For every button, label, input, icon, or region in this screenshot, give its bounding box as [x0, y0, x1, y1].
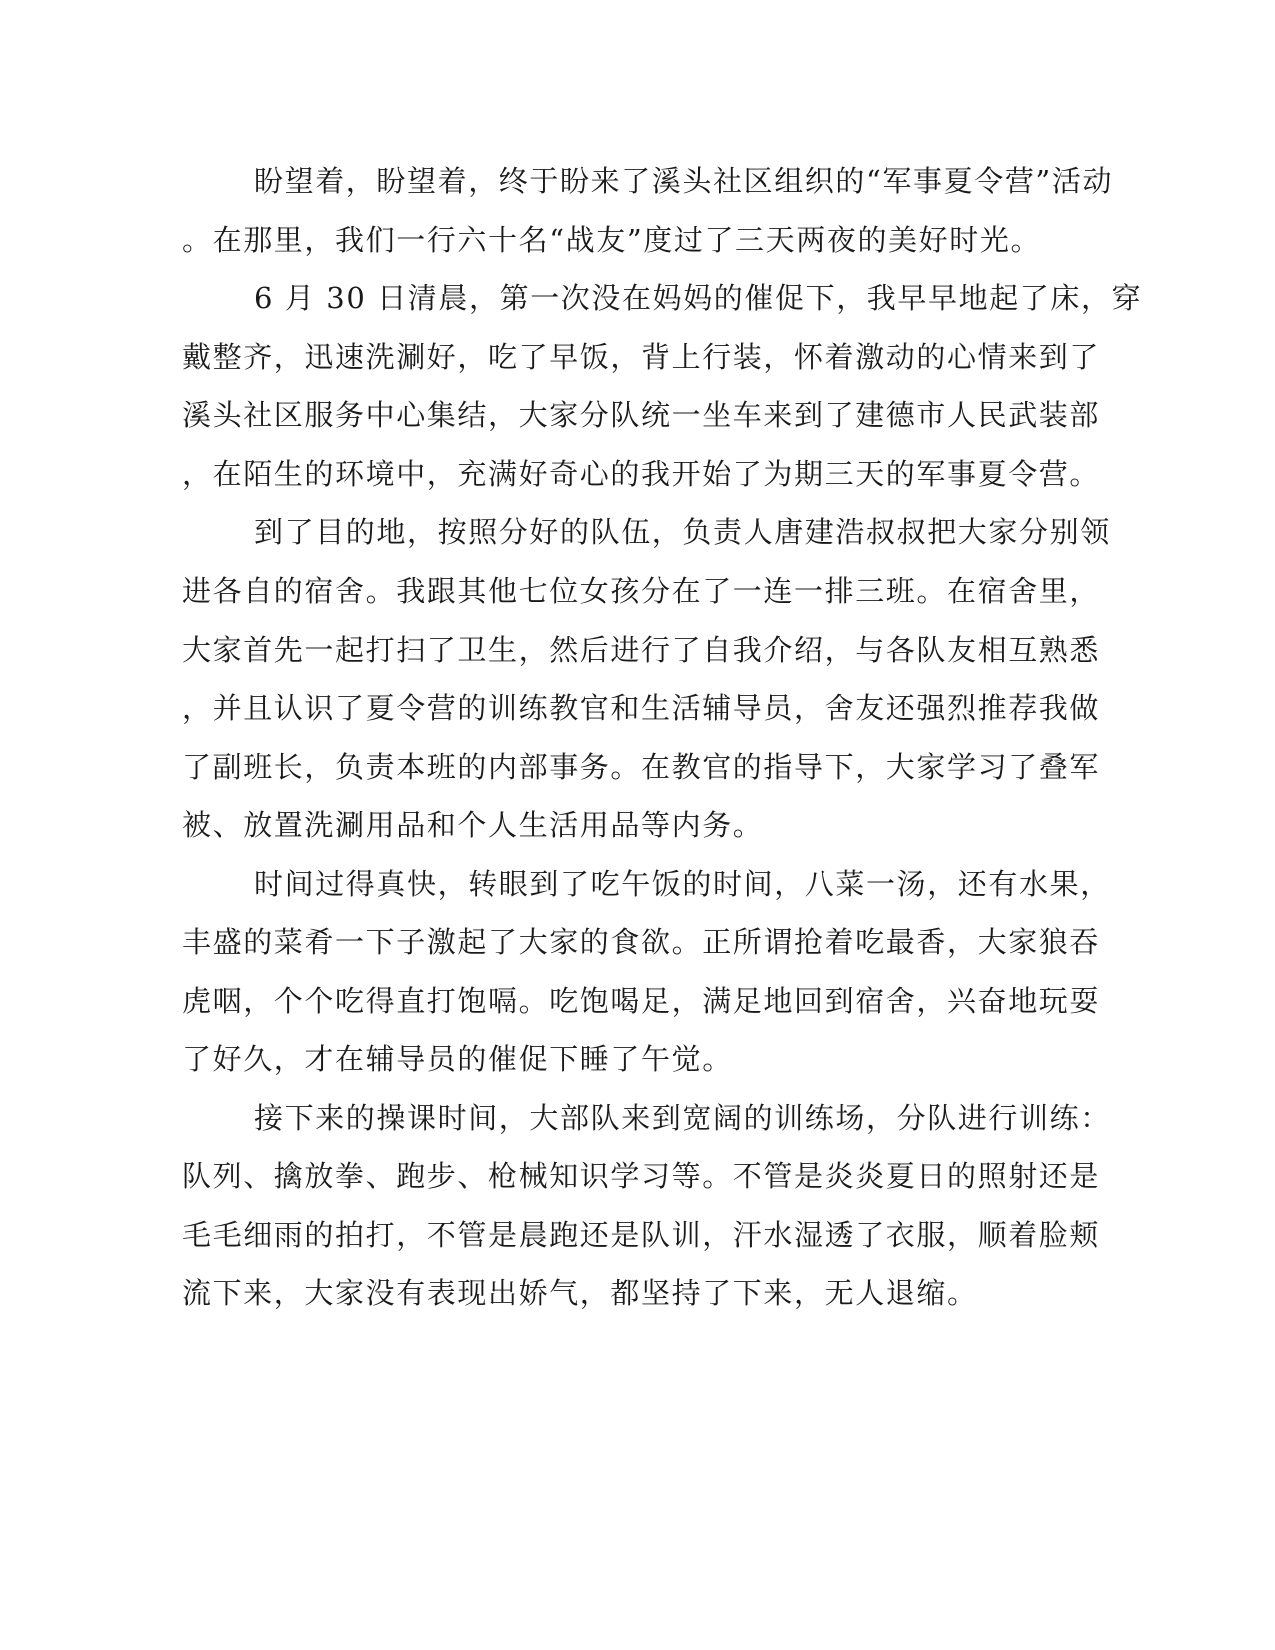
text-line: 丰盛的菜肴一下子激起了大家的食欲。正所谓抢着吃最香，大家狼吞	[182, 925, 1101, 959]
text-line: 大家首先一起打扫了卫生，然后进行了自我介绍，与各队友相互熟悉	[182, 633, 1101, 667]
text-line: 盼望着，盼望着，终于盼来了溪头社区组织的“军事夏令营”活动	[254, 164, 1114, 198]
text-line: 了副班长，负责本班的内部事务。在教官的指导下，大家学习了叠军	[182, 750, 1101, 784]
text-line: 流下来，大家没有表现出娇气，都坚持了下来，无人退缩。	[182, 1276, 978, 1310]
text-line: 了好久，才在辅导员的催促下睡了午觉。	[182, 1042, 733, 1076]
text-line: ，并且认识了夏令营的训练教官和生活辅导员，舍友还强烈推荐我做	[182, 691, 1101, 725]
text-line: 溪头社区服务中心集结，大家分队统一坐车来到了建德市人民武装部	[182, 398, 1101, 432]
text-line: 6 月 30 日清晨，第一次没在妈妈的催促下，我早早地起了床，穿	[254, 281, 1143, 315]
text-line: 到了目的地，按照分好的队伍，负责人唐建浩叔叔把大家分别领	[254, 515, 1111, 549]
text-line: 时间过得真快，转眼到了吃午饭的时间，八菜一汤，还有水果，	[254, 867, 1111, 901]
text-line: ，在陌生的环境中，充满好奇心的我开始了为期三天的军事夏令营。	[182, 457, 1101, 491]
text-line: 被、放置洗涮用品和个人生活用品等内务。	[182, 808, 764, 842]
text-line: 虎咽，个个吃得直打饱嗝。吃饱喝足，满足地回到宿舍，兴奋地玩耍	[182, 984, 1101, 1018]
text-line: 接下来的操课时间，大部队来到宽阔的训练场，分队进行训练：	[254, 1101, 1111, 1135]
text-line: 。在那里，我们一行六十名“战友”度过了三天两夜的美好时光。	[182, 223, 1042, 257]
text-line: 进各自的宿舍。我跟其他七位女孩分在了一连一排三班。在宿舍里，	[182, 574, 1101, 608]
text-line: 队列、擒放拳、跑步、枪械知识学习等。不管是炎炎夏日的照射还是	[182, 1159, 1101, 1193]
text-line: 戴整齐，迅速洗涮好，吃了早饭，背上行装，怀着激动的心情来到了	[182, 340, 1101, 374]
text-line: 毛毛细雨的拍打，不管是晨跑还是队训，汗水湿透了衣服，顺着脸颊	[182, 1218, 1101, 1252]
